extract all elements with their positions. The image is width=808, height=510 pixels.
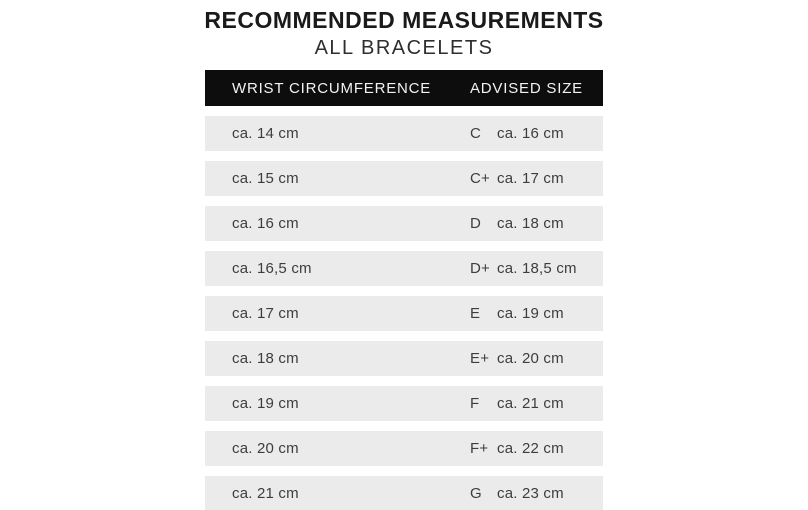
size-letter-value: C+ xyxy=(470,170,490,187)
advised-size-value: ca. 20 cm xyxy=(497,350,564,367)
page-subtitle: ALL BRACELETS xyxy=(314,37,494,59)
wrist-circumference-value: ca. 19 cm xyxy=(232,395,299,412)
size-letter-value: F+ xyxy=(470,440,489,457)
wrist-circumference-value: ca. 14 cm xyxy=(232,125,299,142)
wrist-circumference-value: ca. 21 cm xyxy=(232,485,299,502)
size-letter-value: C xyxy=(470,125,482,142)
page-title: RECOMMENDED MEASUREMENTS xyxy=(204,7,604,33)
column-header-wrist-circumference: WRIST CIRCUMFERENCE xyxy=(232,79,432,97)
wrist-circumference-value: ca. 15 cm xyxy=(232,170,299,187)
advised-size-value: ca. 23 cm xyxy=(497,485,564,502)
wrist-circumference-value: ca. 17 cm xyxy=(232,305,299,322)
size-letter-value: D xyxy=(470,215,482,232)
size-letter-value: F xyxy=(470,395,480,412)
table-row xyxy=(205,116,603,151)
table-row xyxy=(205,161,603,196)
size-letter-value: D+ xyxy=(470,260,490,277)
advised-size-value: ca. 21 cm xyxy=(497,395,564,412)
advised-size-value: ca. 22 cm xyxy=(497,440,564,457)
advised-size-value: ca. 17 cm xyxy=(497,170,564,187)
advised-size-value: ca. 18 cm xyxy=(497,215,564,232)
column-header-advised-size: ADVISED SIZE xyxy=(470,79,583,97)
wrist-circumference-value: ca. 16 cm xyxy=(232,215,299,232)
wrist-circumference-value: ca. 18 cm xyxy=(232,350,299,367)
advised-size-value: ca. 19 cm xyxy=(497,305,564,322)
size-table xyxy=(205,70,603,510)
table-row xyxy=(205,431,603,466)
size-letter-value: G xyxy=(470,485,482,502)
wrist-circumference-value: ca. 16,5 cm xyxy=(232,260,312,277)
table-header-row xyxy=(205,70,603,106)
table-row xyxy=(205,386,603,421)
advised-size-value: ca. 18,5 cm xyxy=(497,260,577,277)
table-row xyxy=(205,476,603,510)
size-letter-value: E+ xyxy=(470,350,490,367)
wrist-circumference-value: ca. 20 cm xyxy=(232,440,299,457)
table-body xyxy=(205,116,603,510)
advised-size-value: ca. 16 cm xyxy=(497,125,564,142)
table-row xyxy=(205,296,603,331)
size-letter-value: E xyxy=(470,305,481,322)
table-row xyxy=(205,251,603,286)
table-row xyxy=(205,341,603,376)
table-row xyxy=(205,206,603,241)
